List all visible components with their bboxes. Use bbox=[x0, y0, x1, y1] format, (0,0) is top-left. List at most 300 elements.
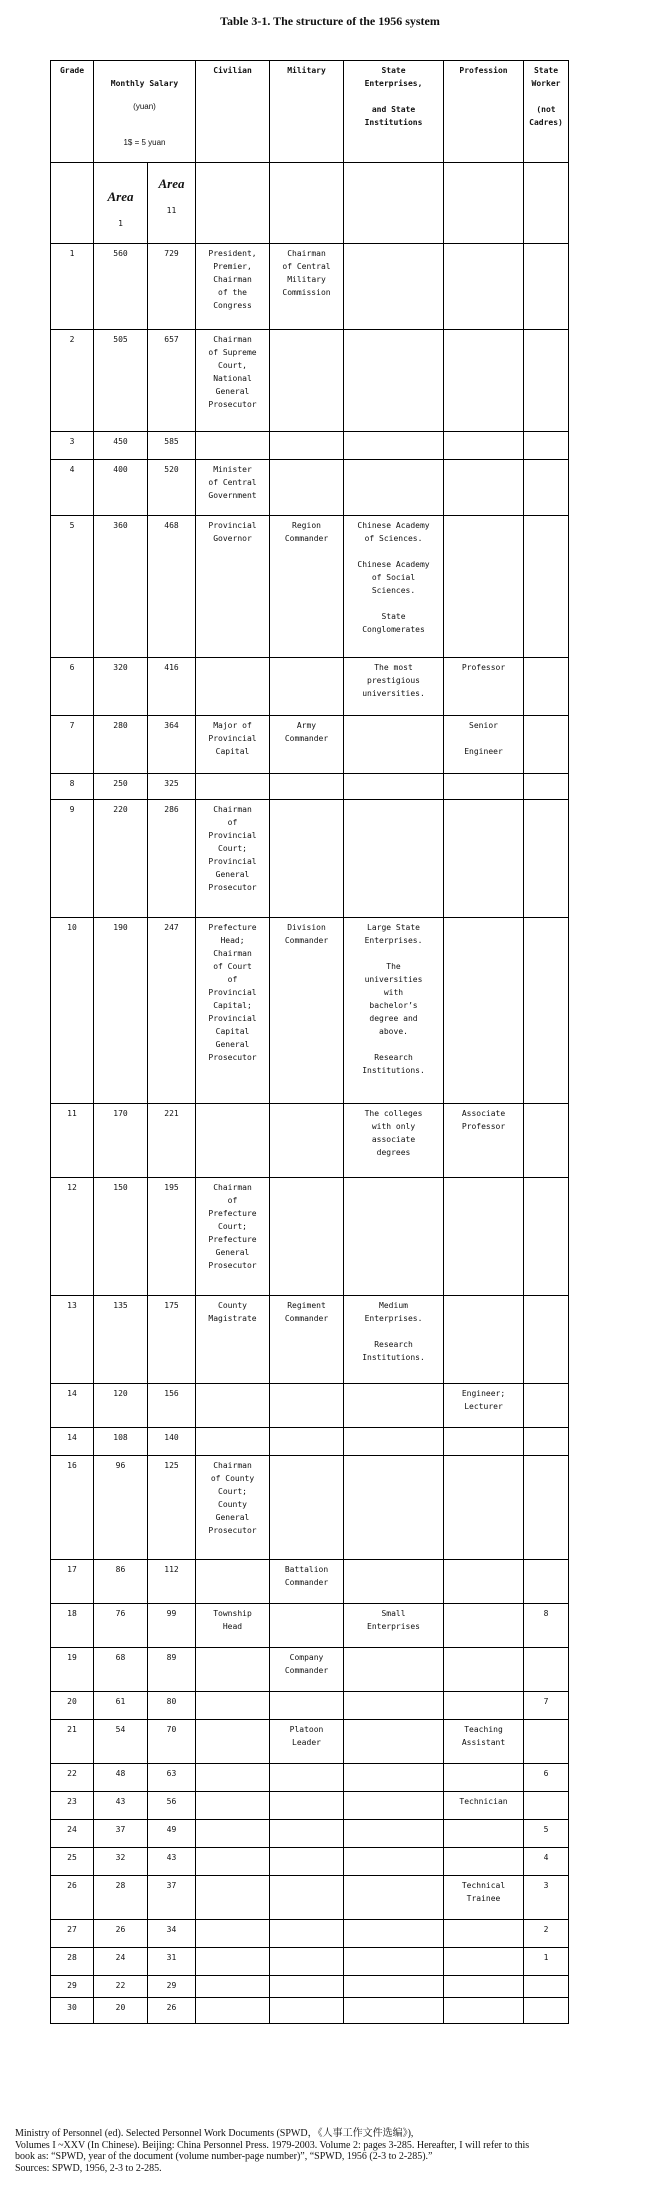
military-cell bbox=[270, 1998, 344, 2024]
area-1-salary-cell: 190 bbox=[94, 918, 148, 1104]
header-exchange-rate: 1$ = 5 yuan bbox=[123, 138, 166, 147]
area-2-salary-cell: 125 bbox=[148, 1456, 196, 1560]
profession-cell bbox=[444, 1428, 524, 1456]
header-civilian: Civilian bbox=[196, 61, 270, 163]
state-enterprise-cell bbox=[344, 1384, 444, 1428]
footnote-line-1 bbox=[15, 2128, 655, 2140]
area-1-salary-cell: 86 bbox=[94, 1560, 148, 1604]
footnote-text: Sources: SPWD, 1956, 2-3 to 2-285. bbox=[15, 2162, 162, 2174]
grade-cell: 30 bbox=[51, 1998, 94, 2024]
state-enterprise-cell bbox=[344, 244, 444, 330]
state-enterprise-cell bbox=[344, 1792, 444, 1820]
civilian-cell bbox=[196, 1648, 270, 1692]
civilian-cell bbox=[196, 1976, 270, 1998]
military-cell bbox=[270, 432, 344, 460]
grade-cell: 19 bbox=[51, 1648, 94, 1692]
area-1-salary-cell: 22 bbox=[94, 1976, 148, 1998]
state-worker-cell bbox=[524, 1178, 569, 1296]
profession-cell bbox=[444, 1604, 524, 1648]
civilian-cell bbox=[196, 1820, 270, 1848]
area-1-salary-cell: 120 bbox=[94, 1384, 148, 1428]
state-worker-cell bbox=[524, 460, 569, 516]
state-worker-cell bbox=[524, 918, 569, 1104]
military-cell bbox=[270, 1104, 344, 1178]
profession-cell bbox=[444, 1692, 524, 1720]
grade-cell: 6 bbox=[51, 658, 94, 716]
area-2-salary-cell: 364 bbox=[148, 716, 196, 774]
table-row bbox=[51, 1920, 569, 1948]
area-1-salary-cell: 28 bbox=[94, 1876, 148, 1920]
civilian-cell bbox=[196, 1920, 270, 1948]
area-row-empty bbox=[444, 163, 524, 244]
profession-cell bbox=[444, 1456, 524, 1560]
area-2-salary-cell: 156 bbox=[148, 1384, 196, 1428]
state-worker-cell bbox=[524, 1720, 569, 1764]
profession-cell bbox=[444, 1648, 524, 1692]
grade-cell: 8 bbox=[51, 774, 94, 800]
civilian-cell bbox=[196, 1104, 270, 1178]
table-row bbox=[51, 918, 569, 1104]
area-header-row bbox=[51, 163, 569, 244]
military-cell: Battalion Commander bbox=[270, 1560, 344, 1604]
table-row bbox=[51, 716, 569, 774]
civilian-cell: President, Premier, Chairman of the Congress bbox=[196, 244, 270, 330]
profession-cell: Technical Trainee bbox=[444, 1876, 524, 1920]
table-row bbox=[51, 1848, 569, 1876]
civilian-cell bbox=[196, 432, 270, 460]
grade-cell: 29 bbox=[51, 1976, 94, 1998]
civilian-cell bbox=[196, 1692, 270, 1720]
state-enterprise-cell bbox=[344, 1920, 444, 1948]
area-2-number: 11 bbox=[166, 206, 177, 215]
area-2-salary-cell: 247 bbox=[148, 918, 196, 1104]
state-enterprise-cell bbox=[344, 1820, 444, 1848]
state-worker-cell bbox=[524, 1792, 569, 1820]
area-1-number: 1 bbox=[118, 219, 123, 228]
profession-cell bbox=[444, 1178, 524, 1296]
state-worker-cell bbox=[524, 1104, 569, 1178]
table-row bbox=[51, 800, 569, 918]
civilian-cell: Provincial Governor bbox=[196, 516, 270, 658]
profession-cell bbox=[444, 1848, 524, 1876]
area-1-label: Area bbox=[107, 189, 134, 204]
military-cell bbox=[270, 1428, 344, 1456]
table-row bbox=[51, 330, 569, 432]
state-worker-cell: 4 bbox=[524, 1848, 569, 1876]
civilian-cell: Chairman of Supreme Court, National General Prosecutor bbox=[196, 330, 270, 432]
area-1-salary-cell: 24 bbox=[94, 1948, 148, 1976]
grade-cell: 11 bbox=[51, 1104, 94, 1178]
military-cell: Platoon Leader bbox=[270, 1720, 344, 1764]
civilian-cell: Chairman of Prefecture Court; Prefecture General Prosecutor bbox=[196, 1178, 270, 1296]
table-row bbox=[51, 1998, 569, 2024]
footnote-text: Volumes I ~XXV (In Chinese). Beijing: China Personnel Press. 1979-2003. Volume 2: pages 3-285. Hereafter, I will refer to this bbox=[15, 2139, 530, 2151]
profession-cell: Associate Professor bbox=[444, 1104, 524, 1178]
area-2-salary-cell: 56 bbox=[148, 1792, 196, 1820]
civilian-cell bbox=[196, 774, 270, 800]
table-row bbox=[51, 1178, 569, 1296]
state-enterprise-cell bbox=[344, 1178, 444, 1296]
header-state-enterprises: State Enterprises, and State Institutions bbox=[344, 61, 444, 163]
grade-cell: 12 bbox=[51, 1178, 94, 1296]
table-row bbox=[51, 1296, 569, 1384]
military-cell bbox=[270, 1178, 344, 1296]
table-row bbox=[51, 1876, 569, 1920]
profession-cell bbox=[444, 800, 524, 918]
state-enterprise-cell: Small Enterprises bbox=[344, 1604, 444, 1648]
state-worker-cell bbox=[524, 800, 569, 918]
profession-cell: Technician bbox=[444, 1792, 524, 1820]
state-worker-cell: 7 bbox=[524, 1692, 569, 1720]
state-worker-cell bbox=[524, 774, 569, 800]
table-row bbox=[51, 1976, 569, 1998]
civilian-cell bbox=[196, 1948, 270, 1976]
military-cell bbox=[270, 1876, 344, 1920]
area-2-salary-cell: 29 bbox=[148, 1976, 196, 1998]
area-2-salary-cell: 416 bbox=[148, 658, 196, 716]
header-salary-label: Monthly Salary bbox=[110, 79, 179, 88]
header-state-worker: State Worker (not Cadres) bbox=[524, 61, 569, 163]
state-enterprise-cell bbox=[344, 1720, 444, 1764]
state-enterprise-cell bbox=[344, 800, 444, 918]
state-enterprise-cell bbox=[344, 330, 444, 432]
area-2-label: Area bbox=[158, 176, 185, 191]
table-row bbox=[51, 1648, 569, 1692]
area-2-salary-cell: 112 bbox=[148, 1560, 196, 1604]
grade-cell: 18 bbox=[51, 1604, 94, 1648]
area-2-header bbox=[148, 163, 196, 244]
military-cell bbox=[270, 1456, 344, 1560]
state-worker-cell bbox=[524, 1560, 569, 1604]
state-enterprise-cell: The colleges with only associate degrees bbox=[344, 1104, 444, 1178]
area-2-salary-cell: 729 bbox=[148, 244, 196, 330]
military-cell bbox=[270, 1848, 344, 1876]
grade-cell: 23 bbox=[51, 1792, 94, 1820]
area-2-salary-cell: 89 bbox=[148, 1648, 196, 1692]
state-enterprise-cell bbox=[344, 1692, 444, 1720]
civilian-cell: Minister of Central Government bbox=[196, 460, 270, 516]
grade-cell: 14 bbox=[51, 1384, 94, 1428]
area-1-salary-cell: 220 bbox=[94, 800, 148, 918]
state-enterprise-cell bbox=[344, 1976, 444, 1998]
table-row bbox=[51, 1456, 569, 1560]
military-cell bbox=[270, 330, 344, 432]
grade-cell: 17 bbox=[51, 1560, 94, 1604]
area-2-salary-cell: 70 bbox=[148, 1720, 196, 1764]
state-enterprise-cell bbox=[344, 460, 444, 516]
state-worker-cell bbox=[524, 1384, 569, 1428]
grade-cell: 14 bbox=[51, 1428, 94, 1456]
area-1-salary-cell: 76 bbox=[94, 1604, 148, 1648]
area-2-salary-cell: 37 bbox=[148, 1876, 196, 1920]
profession-cell bbox=[444, 1920, 524, 1948]
table-row bbox=[51, 432, 569, 460]
state-worker-cell bbox=[524, 516, 569, 658]
footnote-line-4 bbox=[15, 2163, 655, 2175]
state-worker-cell: 1 bbox=[524, 1948, 569, 1976]
state-enterprise-cell bbox=[344, 1764, 444, 1792]
state-worker-cell bbox=[524, 432, 569, 460]
state-enterprise-cell bbox=[344, 1948, 444, 1976]
state-enterprise-cell: Large State Enterprises. The universities with bachelor’s degree and above. Research Institutions. bbox=[344, 918, 444, 1104]
area-1-salary-cell: 280 bbox=[94, 716, 148, 774]
state-enterprise-cell bbox=[344, 1648, 444, 1692]
state-worker-cell: 5 bbox=[524, 1820, 569, 1848]
header-profession: Profession bbox=[444, 61, 524, 163]
area-1-salary-cell: 96 bbox=[94, 1456, 148, 1560]
state-worker-cell bbox=[524, 1428, 569, 1456]
table-row bbox=[51, 1820, 569, 1848]
table-row bbox=[51, 1560, 569, 1604]
state-enterprise-cell bbox=[344, 774, 444, 800]
state-worker-cell bbox=[524, 716, 569, 774]
state-enterprise-cell: Medium Enterprises. Research Institutions. bbox=[344, 1296, 444, 1384]
state-enterprise-cell bbox=[344, 1456, 444, 1560]
area-row-empty bbox=[270, 163, 344, 244]
profession-cell: Senior Engineer bbox=[444, 716, 524, 774]
area-1-salary-cell: 170 bbox=[94, 1104, 148, 1178]
area-1-salary-cell: 108 bbox=[94, 1428, 148, 1456]
military-cell: Army Commander bbox=[270, 716, 344, 774]
area-1-salary-cell: 250 bbox=[94, 774, 148, 800]
military-cell bbox=[270, 1820, 344, 1848]
military-cell bbox=[270, 1384, 344, 1428]
civilian-cell: Chairman of County Court; County General Prosecutor bbox=[196, 1456, 270, 1560]
profession-cell bbox=[444, 330, 524, 432]
civilian-cell: Chairman of Provincial Court; Provincial General Prosecutor bbox=[196, 800, 270, 918]
state-enterprise-cell bbox=[344, 1560, 444, 1604]
grade-cell: 16 bbox=[51, 1456, 94, 1560]
grade-cell: 22 bbox=[51, 1764, 94, 1792]
table-row bbox=[51, 1764, 569, 1792]
area-1-salary-cell: 450 bbox=[94, 432, 148, 460]
table-row bbox=[51, 1792, 569, 1820]
state-worker-cell bbox=[524, 658, 569, 716]
state-worker-cell bbox=[524, 1998, 569, 2024]
area-2-salary-cell: 31 bbox=[148, 1948, 196, 1976]
profession-cell bbox=[444, 1998, 524, 2024]
area-2-salary-cell: 468 bbox=[148, 516, 196, 658]
grade-cell: 27 bbox=[51, 1920, 94, 1948]
profession-cell bbox=[444, 1948, 524, 1976]
state-enterprise-cell bbox=[344, 1848, 444, 1876]
profession-cell bbox=[444, 432, 524, 460]
salary-structure-table bbox=[50, 60, 569, 2024]
table-row bbox=[51, 460, 569, 516]
grade-cell: 10 bbox=[51, 918, 94, 1104]
grade-cell: 25 bbox=[51, 1848, 94, 1876]
civilian-cell bbox=[196, 658, 270, 716]
area-2-salary-cell: 26 bbox=[148, 1998, 196, 2024]
footnotes bbox=[15, 2128, 655, 2174]
profession-cell bbox=[444, 516, 524, 658]
grade-cell: 3 bbox=[51, 432, 94, 460]
military-cell bbox=[270, 1764, 344, 1792]
grade-cell: 4 bbox=[51, 460, 94, 516]
civilian-cell: Township Head bbox=[196, 1604, 270, 1648]
profession-cell: Teaching Assistant bbox=[444, 1720, 524, 1764]
military-cell bbox=[270, 1948, 344, 1976]
area-1-salary-cell: 43 bbox=[94, 1792, 148, 1820]
footnote-text: Ministry of Personnel (ed). Selected Personnel Work Documents (SPWD，《人事工作文件选编》), bbox=[15, 2128, 414, 2139]
state-enterprise-cell bbox=[344, 1428, 444, 1456]
area-2-salary-cell: 175 bbox=[148, 1296, 196, 1384]
civilian-cell bbox=[196, 1560, 270, 1604]
grade-cell: 2 bbox=[51, 330, 94, 432]
state-worker-cell bbox=[524, 1976, 569, 1998]
civilian-cell bbox=[196, 1384, 270, 1428]
table-title: Table 3-1. The structure of the 1956 system bbox=[220, 14, 440, 28]
state-enterprise-cell bbox=[344, 1998, 444, 2024]
area-2-salary-cell: 140 bbox=[148, 1428, 196, 1456]
area-1-salary-cell: 505 bbox=[94, 330, 148, 432]
footnote-line-2 bbox=[15, 2140, 655, 2152]
military-cell bbox=[270, 1920, 344, 1948]
table-row bbox=[51, 774, 569, 800]
area-1-salary-cell: 320 bbox=[94, 658, 148, 716]
state-enterprise-cell: The most prestigious universities. bbox=[344, 658, 444, 716]
table-row bbox=[51, 658, 569, 716]
header-monthly-salary bbox=[94, 61, 196, 163]
civilian-cell bbox=[196, 1792, 270, 1820]
state-enterprise-cell bbox=[344, 1876, 444, 1920]
grade-cell: 24 bbox=[51, 1820, 94, 1848]
header-row bbox=[51, 61, 569, 163]
military-cell bbox=[270, 1976, 344, 1998]
area-1-salary-cell: 135 bbox=[94, 1296, 148, 1384]
area-2-salary-cell: 286 bbox=[148, 800, 196, 918]
area-2-salary-cell: 657 bbox=[148, 330, 196, 432]
area-2-salary-cell: 99 bbox=[148, 1604, 196, 1648]
area-2-salary-cell: 63 bbox=[148, 1764, 196, 1792]
state-enterprise-cell bbox=[344, 716, 444, 774]
area-1-salary-cell: 37 bbox=[94, 1820, 148, 1848]
area-1-salary-cell: 20 bbox=[94, 1998, 148, 2024]
civilian-cell bbox=[196, 1764, 270, 1792]
state-worker-cell: 2 bbox=[524, 1920, 569, 1948]
grade-cell: 1 bbox=[51, 244, 94, 330]
profession-cell bbox=[444, 460, 524, 516]
area-1-salary-cell: 61 bbox=[94, 1692, 148, 1720]
grade-cell: 13 bbox=[51, 1296, 94, 1384]
grade-cell: 7 bbox=[51, 716, 94, 774]
area-2-salary-cell: 43 bbox=[148, 1848, 196, 1876]
civilian-cell: County Magistrate bbox=[196, 1296, 270, 1384]
civilian-cell bbox=[196, 1998, 270, 2024]
area-1-salary-cell: 54 bbox=[94, 1720, 148, 1764]
area-row-empty bbox=[51, 163, 94, 244]
table-row bbox=[51, 1948, 569, 1976]
civilian-cell: Prefecture Head; Chairman of Court of Provincial Capital; Provincial Capital General Prosecutor bbox=[196, 918, 270, 1104]
table-row bbox=[51, 1384, 569, 1428]
profession-cell bbox=[444, 1764, 524, 1792]
military-cell bbox=[270, 1604, 344, 1648]
state-worker-cell: 8 bbox=[524, 1604, 569, 1648]
civilian-cell bbox=[196, 1848, 270, 1876]
military-cell bbox=[270, 460, 344, 516]
area-row-empty bbox=[196, 163, 270, 244]
state-worker-cell bbox=[524, 1296, 569, 1384]
grade-cell: 20 bbox=[51, 1692, 94, 1720]
civilian-cell bbox=[196, 1428, 270, 1456]
military-cell bbox=[270, 800, 344, 918]
area-2-salary-cell: 325 bbox=[148, 774, 196, 800]
footnote-text: book as: “SPWD, year of the document (volume number-page number)”, “SPWD, 1956 (2-3 to 2-285).” bbox=[15, 2151, 433, 2162]
military-cell bbox=[270, 774, 344, 800]
area-2-salary-cell: 221 bbox=[148, 1104, 196, 1178]
state-worker-cell bbox=[524, 244, 569, 330]
civilian-cell bbox=[196, 1876, 270, 1920]
grade-cell: 5 bbox=[51, 516, 94, 658]
military-cell: Regiment Commander bbox=[270, 1296, 344, 1384]
header-military: Military bbox=[270, 61, 344, 163]
area-1-salary-cell: 360 bbox=[94, 516, 148, 658]
area-2-salary-cell: 585 bbox=[148, 432, 196, 460]
table-row bbox=[51, 1104, 569, 1178]
footnote-line-3 bbox=[15, 2151, 655, 2163]
profession-cell bbox=[444, 918, 524, 1104]
area-2-salary-cell: 34 bbox=[148, 1920, 196, 1948]
table-row bbox=[51, 1428, 569, 1456]
profession-cell: Engineer; Lecturer bbox=[444, 1384, 524, 1428]
profession-cell bbox=[444, 774, 524, 800]
area-1-salary-cell: 150 bbox=[94, 1178, 148, 1296]
state-worker-cell bbox=[524, 1456, 569, 1560]
area-2-salary-cell: 520 bbox=[148, 460, 196, 516]
area-2-salary-cell: 49 bbox=[148, 1820, 196, 1848]
military-cell: Division Commander bbox=[270, 918, 344, 1104]
header-grade: Grade bbox=[51, 61, 94, 163]
state-worker-cell: 3 bbox=[524, 1876, 569, 1920]
military-cell bbox=[270, 1792, 344, 1820]
state-worker-cell bbox=[524, 330, 569, 432]
profession-cell bbox=[444, 1976, 524, 1998]
area-row-empty bbox=[344, 163, 444, 244]
profession-cell bbox=[444, 1820, 524, 1848]
military-cell bbox=[270, 658, 344, 716]
profession-cell bbox=[444, 244, 524, 330]
area-row-empty bbox=[524, 163, 569, 244]
grade-cell: 9 bbox=[51, 800, 94, 918]
area-2-salary-cell: 195 bbox=[148, 1178, 196, 1296]
area-1-salary-cell: 26 bbox=[94, 1920, 148, 1948]
state-enterprise-cell: Chinese Academy of Sciences. Chinese Academy of Social Sciences. State Conglomerates bbox=[344, 516, 444, 658]
grade-cell: 21 bbox=[51, 1720, 94, 1764]
state-worker-cell bbox=[524, 1648, 569, 1692]
civilian-cell: Major of Provincial Capital bbox=[196, 716, 270, 774]
military-cell bbox=[270, 1692, 344, 1720]
profession-cell: Professor bbox=[444, 658, 524, 716]
state-enterprise-cell bbox=[344, 432, 444, 460]
table-row bbox=[51, 244, 569, 330]
state-worker-cell: 6 bbox=[524, 1764, 569, 1792]
area-1-salary-cell: 400 bbox=[94, 460, 148, 516]
military-cell: Company Commander bbox=[270, 1648, 344, 1692]
area-1-salary-cell: 68 bbox=[94, 1648, 148, 1692]
table-body bbox=[51, 244, 569, 2024]
area-1-salary-cell: 48 bbox=[94, 1764, 148, 1792]
area-1-salary-cell: 32 bbox=[94, 1848, 148, 1876]
military-cell: Chairman of Central Military Commission bbox=[270, 244, 344, 330]
header-yuan: (yuan) bbox=[133, 102, 156, 111]
table-row bbox=[51, 516, 569, 658]
table-row bbox=[51, 1604, 569, 1648]
grade-cell: 26 bbox=[51, 1876, 94, 1920]
profession-cell bbox=[444, 1560, 524, 1604]
area-1-salary-cell: 560 bbox=[94, 244, 148, 330]
table-row bbox=[51, 1720, 569, 1764]
grade-cell: 28 bbox=[51, 1948, 94, 1976]
